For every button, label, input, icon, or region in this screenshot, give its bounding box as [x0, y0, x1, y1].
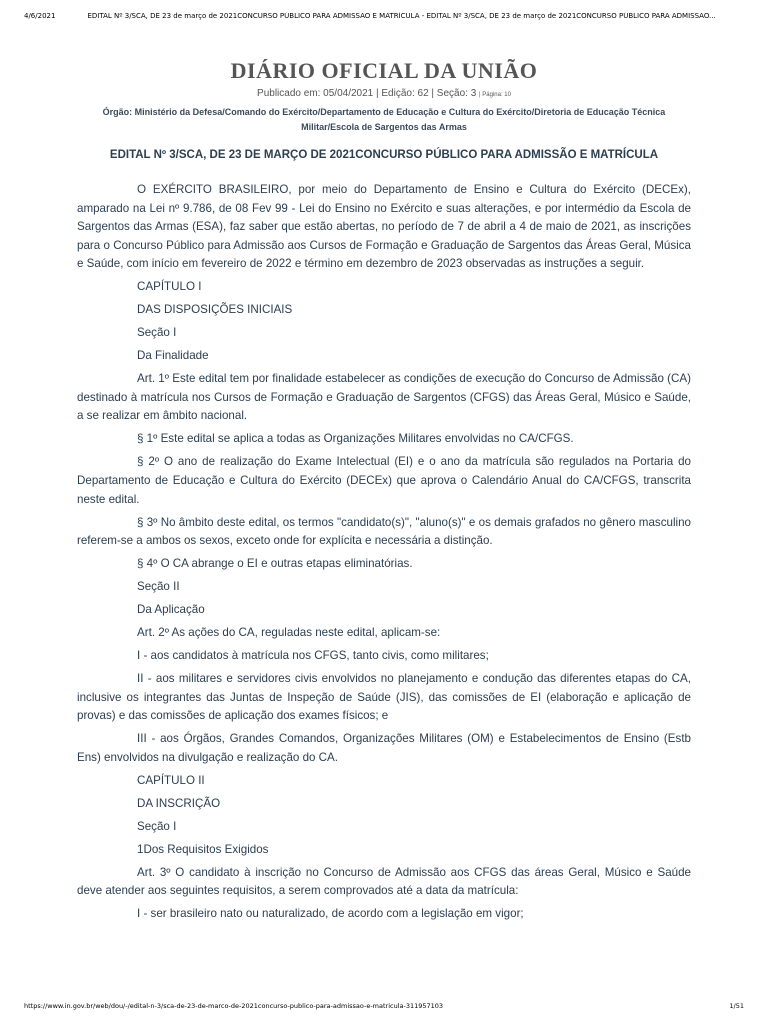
- page-url[interactable]: https://www.in.gov.br/web/dou/-/edital-n-3/sca-de-23-de-marco-de-2021concurso-publico-para-admissao-e-matricula-311957103: [24, 1002, 444, 1010]
- orgao-line-1: Órgão: Ministério da Defesa/Comando do Exército/Departamento de Educação e Cultura do Exército/Diretoria de Educação Técnica: [102, 107, 666, 117]
- paragraph: O EXÉRCITO BRASILEIRO, por meio do Departamento de Ensino e Cultura do Exército (DECEx), amparado na Lei nº 9.786, de 08 Fev 99 - Lei do Ensino no Exército e suas alterações, e por intermédio da Escola de Sargentos das Armas (ESA), faz saber que estão abertas, no período de 7 de abril a 4 de maio de 2021, as inscrições para o Concurso Público para Admissão aos Cursos de Formação e Graduação de Sargentos das Áreas Geral, Música e Saúde, com início em fevereiro de 2022 e término em dezembro de 2023 observadas as instruções a seguir.: [77, 183, 691, 271]
- chapter-heading: CAPÍTULO II: [137, 773, 205, 787]
- paragraph: § 1º Este edital se aplica a todas as Organizações Militares envolvidas no CA/CFGS.: [137, 432, 574, 446]
- section-title: Da Finalidade: [137, 349, 209, 363]
- paragraph: Art. 3º O candidato à inscrição no Concurso de Admissão aos CFGS das áreas Geral, Músico e Saúde deve atender aos seguintes requisitos, a serem comprovados até a data da matrícula:: [77, 865, 691, 898]
- chapter-title: DAS DISPOSIÇÕES INICIAIS: [137, 303, 293, 317]
- paragraph: III - aos Órgãos, Grandes Comandos, Organizações Militares (OM) e Estabelecimentos de Ensino (Estb Ens) envolvidos na divulgação e realização do CA.: [77, 732, 691, 764]
- section-title: Da Aplicação: [137, 603, 205, 617]
- document-title: EDITAL Nº 3/SCA, DE 23 DE MARÇO DE 2021CONCURSO PÚBLICO PARA ADMISSÃO E MATRÍCULA: [109, 149, 659, 161]
- paragraph: § 4º O CA abrange o EI e outras etapas eliminatórias.: [137, 557, 413, 571]
- paragraph: I - aos candidatos à matrícula nos CFGS, tanto civis, como militares;: [137, 649, 489, 663]
- paragraph: Art. 1º Este edital tem por finalidade estabelecer as condições de execução do Concurso de Admissão (CA) destinado à matrícula nos Cursos de Formação e Graduação de Sargentos (CFGS) das Áreas Geral, Músico e Saúde, a se realizar em âmbito nacional.: [77, 372, 691, 423]
- publication-info: [0, 88, 768, 99]
- chapter-heading: CAPÍTULO I: [137, 280, 202, 294]
- paragraph: I - ser brasileiro nato ou naturalizado, de acordo com a legislação em vigor;: [137, 907, 524, 921]
- orgao-line-2: Militar/Escola de Sargentos das Armas: [301, 122, 467, 132]
- page-number: 1/51: [729, 1002, 744, 1010]
- publication-details: Publicado em: 05/04/2021 | Edição: 62 | Seção: 3: [257, 88, 477, 99]
- section-title: 1Dos Requisitos Exigidos: [137, 842, 269, 856]
- section-heading: Seção I: [137, 326, 177, 340]
- document-body: [77, 181, 691, 928]
- print-title: EDITAL Nº 3/SCA, DE 23 de março de 2021CONCURSO PÚBLICO PARA ADMISSÃO E MATRÍCULA - EDITAL Nº 3/SCA, DE 23 de março de 2021CONCURSO PÚBLICO PARA ADMISSÃO...: [87, 12, 716, 20]
- print-date: 4/6/2021: [24, 12, 56, 20]
- print-header: [24, 12, 744, 20]
- publication-title: DIÁRIO OFICIAL DA UNIÃO: [230, 58, 538, 83]
- masthead: [0, 58, 768, 135]
- chapter-title: DA INSCRIÇÃO: [137, 796, 221, 810]
- section-heading: Seção II: [137, 580, 180, 594]
- print-footer: [24, 1002, 744, 1010]
- paragraph: § 2º O ano de realização do Exame Intelectual (EI) e o ano da matrícula são regulados na Portaria do Departamento de Educação e Cultura do Exército (DECEx) que aprova o Calendário Anual do CA/CFGS, transcrita neste edital.: [77, 455, 691, 506]
- paragraph: § 3º No âmbito deste edital, os termos "candidato(s)", "aluno(s)" e os demais grafados no gênero masculino referem-se a ambos os sexos, exceto onde for explícita e necessária a distinção.: [77, 515, 691, 548]
- paragraph: Art. 2º As ações do CA, reguladas neste edital, aplicam-se:: [137, 626, 441, 640]
- orgao: [64, 105, 704, 135]
- paragraph: II - aos militares e servidores civis envolvidos no planejamento e condução das diferentes etapas do CA, inclusive os integrantes das Juntas de Inspeção de Saúde (JIS), das comissões de EI (elaboração e aplicação de provas) e das comissões de aplicação dos exames físicos; e: [77, 672, 691, 723]
- section-heading: Seção I: [137, 819, 177, 833]
- publication-pages: | Página: 10: [479, 92, 511, 98]
